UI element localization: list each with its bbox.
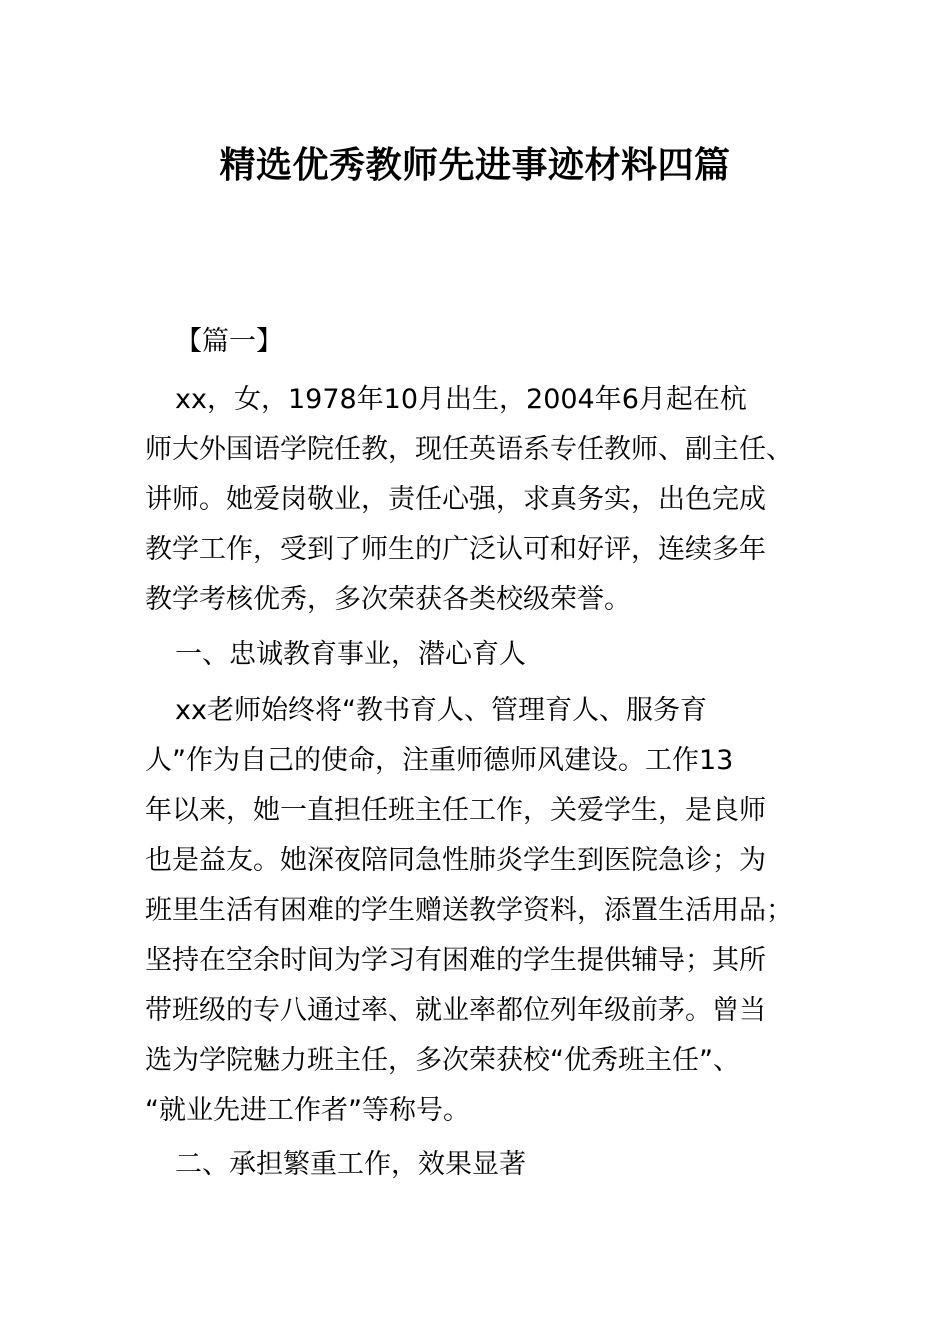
paragraph-line: 讲师。她爱岗敬业，责任心强，求真务实，出色完成 [145,484,766,515]
paragraph-line: 年以来，她一直担任班主任工作，关爱学生，是良师 [145,795,766,826]
paragraph-line: 人”作为自己的使命，注重师德师风建设。工作13 [145,745,734,776]
paragraph-line: “就业先进工作者”等称号。 [145,1095,470,1126]
document-title: 精选优秀教师先进事迹材料四篇 [219,145,731,186]
paragraph-line: 选为学院魅力班主任，多次荣获校“优秀班主任”、 [145,1045,740,1076]
paragraph-line: 也是益友。她深夜陪同急性肺炎学生到医院急诊；为 [145,845,766,876]
paragraph-line: 班里生活有困难的学生赠送教学资料，添置生活用品； [145,895,793,926]
paragraph-line: xx，女，1978年10月出生，2004年6月起在杭 [175,384,747,415]
paragraph-line: 带班级的专八通过率、就业率都位列年级前茅。曾当 [145,995,766,1026]
paragraph-line: 教学工作，受到了师生的广泛认可和好评，连续多年 [145,534,766,565]
paragraph-line: 教学考核优秀，多次荣获各类校级荣誉。 [145,584,631,615]
paragraph-line: 坚持在空余时间为学习有困难的学生提供辅导；其所 [145,945,766,976]
subheading-2: 二、承担繁重工作，效果显著 [175,1149,526,1180]
paragraph-line: 师大外国语学院任教，现任英语系专任教师、副主任、 [145,434,793,465]
section-heading-1: 【篇一】 [175,326,283,357]
paragraph-line: xx老师始终将“教书育人、管理育人、服务育 [175,695,707,726]
subheading-1: 一、忠诚教育事业，潜心育人 [175,639,526,670]
